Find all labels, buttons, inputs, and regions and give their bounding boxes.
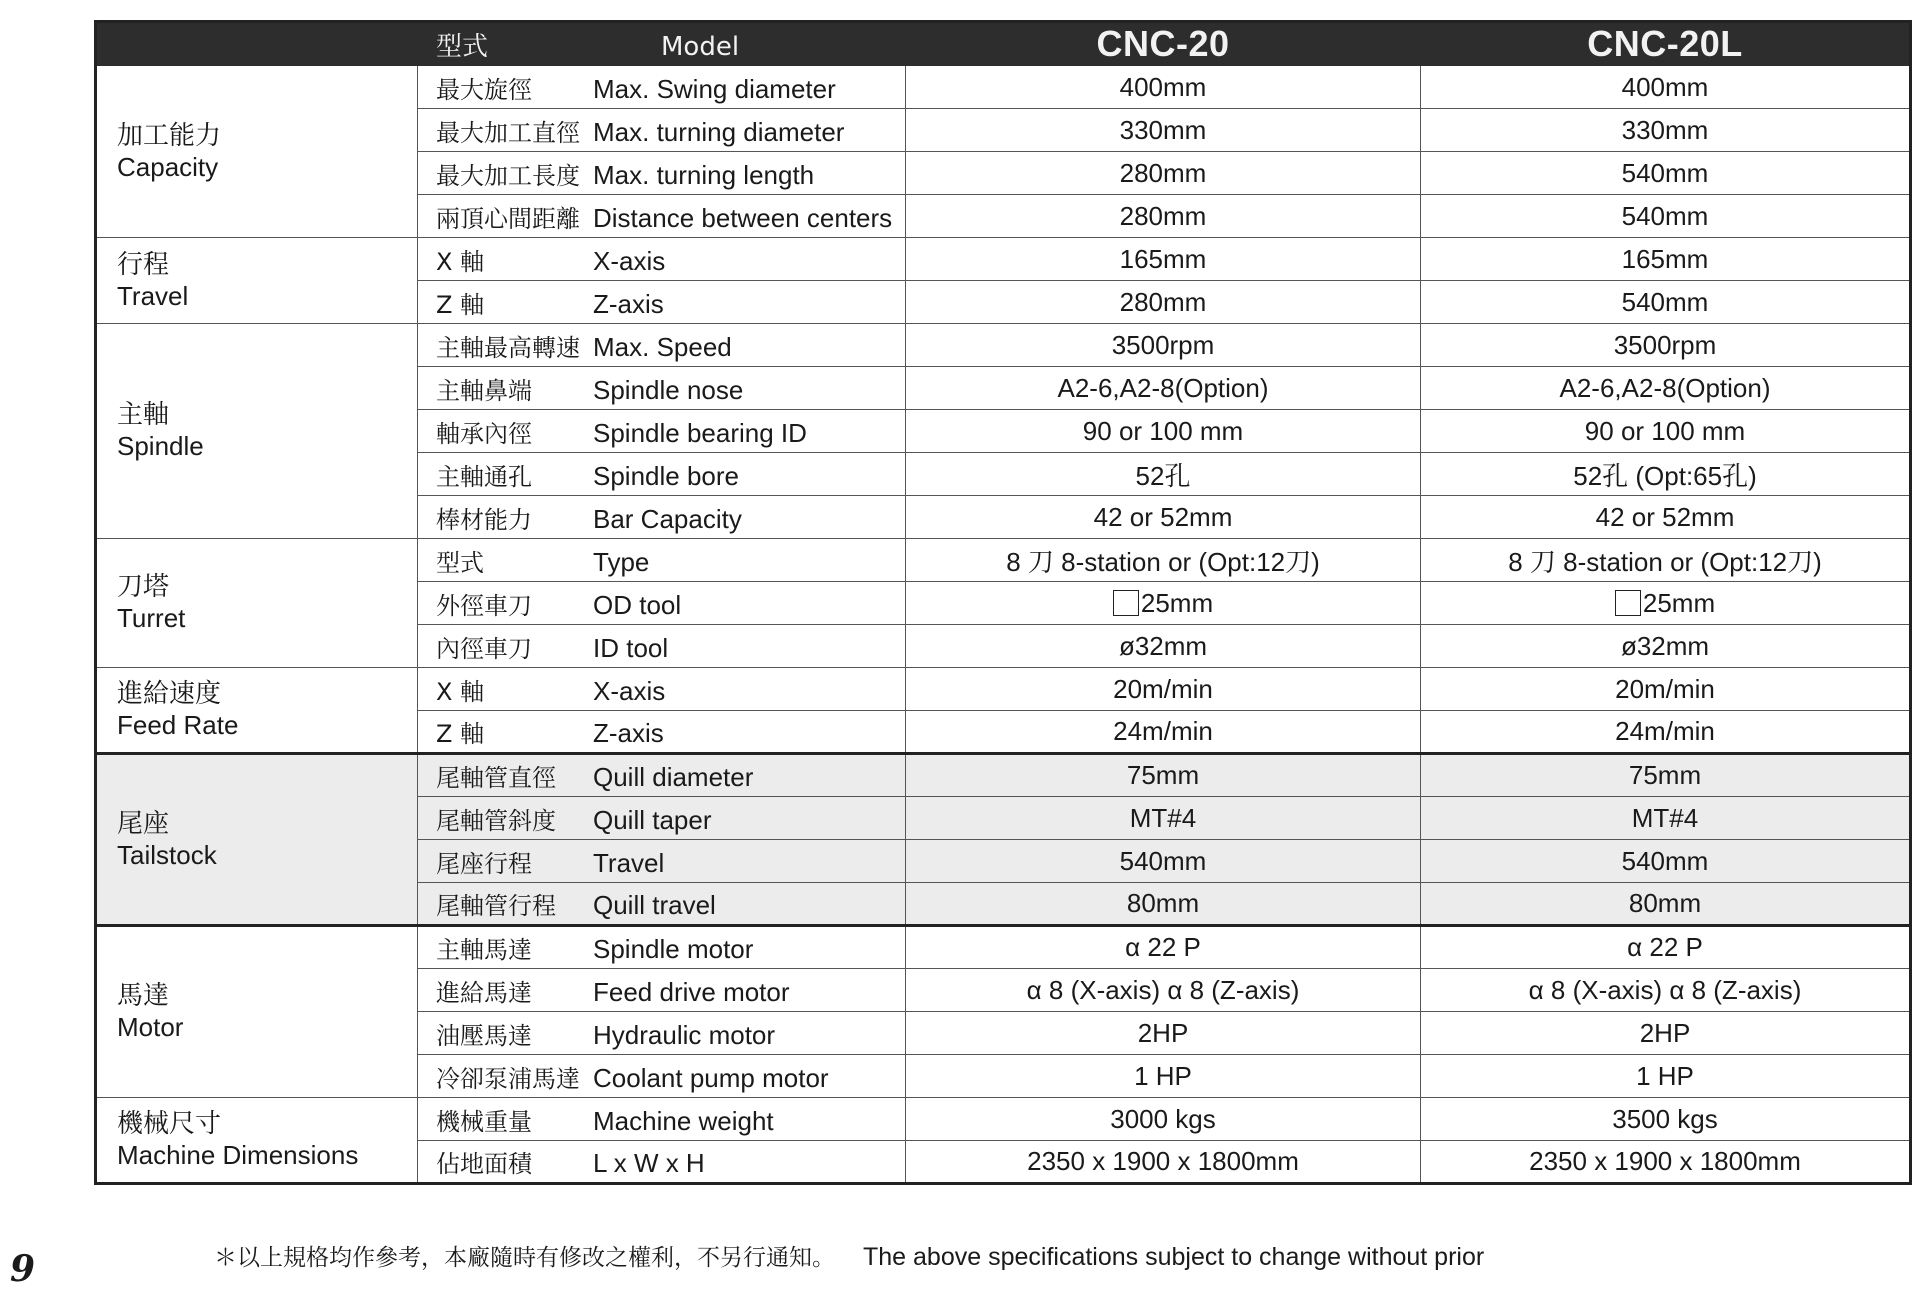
value-cnc20: [906, 1098, 1421, 1141]
value-cnc20l: [1421, 1055, 1911, 1098]
value-text: 3500rpm: [1111, 329, 1215, 360]
item-label-en: Z-axis: [593, 288, 664, 319]
item-label-zh: 最大旋徑: [436, 75, 532, 104]
value-text: 1 HP: [1636, 1060, 1694, 1091]
value-cnc20l: [1421, 797, 1911, 840]
spec-row: [96, 1098, 1911, 1141]
item-label-zh: 尾軸管直徑: [436, 764, 556, 792]
group-label-zh: 行程: [117, 249, 170, 280]
value-cnc20: [906, 453, 1421, 496]
value-text: 400mm: [1119, 71, 1207, 102]
item-label-en: Max. turning length: [593, 159, 815, 190]
item-label-en: ID tool: [593, 632, 669, 663]
value-text: 540mm: [1621, 200, 1709, 231]
item-label: [418, 883, 906, 926]
value-cnc20l: [1421, 1012, 1911, 1055]
item-label-zh: Z 軸: [436, 290, 485, 319]
header-model-cnc20l: CNC-20L: [1421, 22, 1911, 66]
value-text: 165mm: [1119, 243, 1207, 274]
group-label-en: Capacity: [117, 151, 219, 182]
item-label-en: Max. Swing diameter: [593, 73, 836, 104]
item-label: [418, 238, 906, 281]
group-label-en: Turret: [117, 603, 186, 633]
item-label-zh: 棒材能力: [436, 505, 532, 534]
header-model-zh: 型式: [436, 31, 489, 62]
value-cnc20: [906, 797, 1421, 840]
item-label: [418, 711, 906, 754]
item-label-en: Machine weight: [593, 1105, 774, 1136]
value-text: α 22 P: [1627, 932, 1703, 962]
value-text: 80mm: [1628, 888, 1702, 918]
spec-row: [96, 668, 1911, 711]
item-label-zh: 油壓馬達: [436, 1021, 532, 1050]
item-label: [418, 840, 906, 883]
group-label-zh: 尾座: [117, 808, 170, 839]
spec-row: [96, 238, 1911, 281]
header-model-cnc20: CNC-20: [906, 22, 1421, 66]
value-text: 540mm: [1621, 845, 1709, 876]
item-label-zh: 最大加工長度: [436, 161, 580, 190]
value-cnc20l: [1421, 496, 1911, 539]
value-cnc20l: [1421, 238, 1911, 281]
header-blank: [96, 22, 418, 66]
group-label: [96, 539, 418, 668]
value-cnc20: [906, 152, 1421, 195]
value-cnc20l: [1421, 625, 1911, 668]
group-label-en: Motor: [117, 1012, 184, 1042]
value-text: 25mm: [1642, 587, 1716, 618]
value-text: 540mm: [1119, 845, 1207, 876]
value-cnc20: [906, 625, 1421, 668]
group-label-zh: 馬達: [117, 981, 170, 1011]
value-cnc20l: [1421, 410, 1911, 453]
value-text: 20m/min: [1615, 673, 1715, 704]
item-label-zh: 軸承內徑: [436, 419, 532, 448]
item-label: [418, 109, 906, 152]
value-cnc20l: [1421, 539, 1911, 582]
item-label-zh: 機械重量: [436, 1107, 532, 1136]
value-text: 330mm: [1119, 114, 1207, 145]
item-label-en: Quill taper: [593, 804, 712, 835]
value-text: 540mm: [1621, 286, 1709, 317]
value-cnc20l: [1421, 1098, 1911, 1141]
item-label: [418, 1012, 906, 1055]
group-label-en: Spindle: [117, 431, 204, 461]
value-text: 1 HP: [1134, 1060, 1192, 1091]
square-icon: [1113, 590, 1139, 616]
item-label-en: Type: [593, 546, 650, 577]
value-cnc20l: [1421, 453, 1911, 496]
group-label-zh: 刀塔: [117, 572, 170, 602]
spec-row: [96, 66, 1911, 109]
value-cnc20: [906, 496, 1421, 539]
value-text: 24m/min: [1615, 716, 1715, 746]
item-label-en: X-axis: [593, 675, 666, 706]
group-label: [96, 926, 418, 1098]
item-label-en: Quill travel: [593, 890, 716, 920]
value-cnc20: [906, 1012, 1421, 1055]
group-label: [96, 1098, 418, 1184]
value-cnc20l: [1421, 152, 1911, 195]
item-label-zh: 尾軸管斜度: [436, 806, 556, 835]
item-label-en: Max. turning diameter: [593, 116, 845, 147]
item-label-en: Distance between centers: [593, 202, 893, 233]
item-label: [418, 195, 906, 238]
value-cnc20: [906, 582, 1421, 625]
value-text: 330mm: [1621, 114, 1709, 145]
item-label-en: Travel: [593, 847, 665, 878]
header-row: [96, 22, 1911, 66]
footnote-en: The above specifications subject to change without prior: [863, 1243, 1485, 1271]
item-label-zh: 進給馬達: [436, 978, 532, 1007]
value-text: α 8 (X-axis) α 8 (Z-axis): [1528, 974, 1802, 1005]
value-text: 42 or 52mm: [1093, 501, 1233, 532]
item-label-zh: 型式: [436, 548, 484, 577]
item-label: [418, 410, 906, 453]
value-text: 2HP: [1137, 1017, 1189, 1048]
value-text: 52孔: [1135, 460, 1191, 491]
value-cnc20: [906, 367, 1421, 410]
spec-row: [96, 754, 1911, 797]
item-label-zh: 內徑車刀: [436, 634, 532, 663]
value-text: 75mm: [1628, 760, 1702, 790]
value-cnc20: [906, 324, 1421, 367]
value-text: 75mm: [1126, 760, 1200, 790]
value-cnc20l: [1421, 281, 1911, 324]
item-label: [418, 625, 906, 668]
item-label-en: OD tool: [593, 589, 682, 620]
value-text: 25mm: [1140, 587, 1214, 618]
group-label-zh: 進給速度: [117, 679, 222, 709]
value-text: ø32mm: [1118, 630, 1208, 661]
value-text: 24m/min: [1113, 716, 1213, 746]
item-label-zh: 冷卻泵浦馬達: [436, 1064, 580, 1093]
value-text: 20m/min: [1113, 673, 1213, 704]
item-label: [418, 969, 906, 1012]
footnote: [214, 1239, 1484, 1272]
item-label: [418, 152, 906, 195]
item-label-en: Hydraulic motor: [593, 1019, 776, 1050]
value-text: 42 or 52mm: [1595, 501, 1735, 532]
value-cnc20: [906, 1141, 1421, 1184]
value-text: 280mm: [1119, 286, 1207, 317]
value-text: 280mm: [1119, 200, 1207, 231]
group-label: [96, 238, 418, 324]
spec-row: [96, 324, 1911, 367]
value-text: 2350 x 1900 x 1800mm: [1529, 1146, 1801, 1176]
value-text: 52孔 (Opt:65孔): [1573, 460, 1757, 491]
value-text: 400mm: [1621, 71, 1709, 102]
value-cnc20: [906, 883, 1421, 926]
value-cnc20l: [1421, 754, 1911, 797]
value-text: 3500rpm: [1613, 329, 1717, 360]
item-label-zh: 最大加工直徑: [436, 118, 580, 147]
item-label-zh: 主軸通孔: [436, 462, 532, 491]
header-model-label: [418, 22, 906, 66]
item-label-zh: 外徑車刀: [436, 591, 532, 620]
item-label-zh: 主軸最高轉速: [436, 333, 580, 362]
value-text: ø32mm: [1620, 630, 1710, 661]
item-label: [418, 367, 906, 410]
item-label-en: Spindle nose: [593, 374, 744, 405]
value-cnc20: [906, 281, 1421, 324]
item-label-zh: X 軸: [436, 247, 485, 276]
value-text: MT#4: [1129, 802, 1197, 833]
value-text: 8 刀 8-station or (Opt:12刀): [1508, 546, 1822, 577]
item-label: [418, 324, 906, 367]
spec-body: [96, 66, 1911, 1184]
value-cnc20: [906, 238, 1421, 281]
item-label: [418, 1141, 906, 1184]
value-cnc20l: [1421, 711, 1911, 754]
item-label-zh: 兩頂心間距離: [436, 204, 580, 233]
value-cnc20: [906, 109, 1421, 152]
spec-table: [94, 20, 1912, 1185]
value-cnc20l: [1421, 582, 1911, 625]
item-label: [418, 1055, 906, 1098]
value-cnc20: [906, 539, 1421, 582]
value-cnc20l: [1421, 840, 1911, 883]
value-cnc20: [906, 711, 1421, 754]
item-label-en: X-axis: [593, 245, 666, 276]
value-text: 3000 kgs: [1110, 1103, 1216, 1134]
value-cnc20: [906, 66, 1421, 109]
value-cnc20l: [1421, 324, 1911, 367]
spec-row: [96, 539, 1911, 582]
item-label-en: Z-axis: [593, 718, 664, 748]
value-text: 280mm: [1119, 157, 1207, 188]
value-cnc20: [906, 969, 1421, 1012]
value-text: 80mm: [1126, 888, 1200, 918]
group-label: [96, 668, 418, 754]
value-cnc20l: [1421, 969, 1911, 1012]
group-label-en: Travel: [117, 280, 189, 311]
value-cnc20: [906, 754, 1421, 797]
group-label-en: Machine Dimensions: [117, 1140, 359, 1170]
value-text: α 8 (X-axis) α 8 (Z-axis): [1026, 974, 1300, 1005]
item-label: [418, 582, 906, 625]
item-label-zh: Z 軸: [436, 720, 485, 748]
value-text: A2-6,A2-8(Option): [1057, 372, 1269, 403]
item-label-en: Max. Speed: [593, 331, 732, 362]
item-label: [418, 281, 906, 324]
group-label-zh: 加工能力: [117, 120, 222, 151]
item-label-zh: 主軸馬達: [436, 936, 532, 964]
item-label-zh: 佔地面積: [436, 1150, 532, 1178]
value-cnc20: [906, 1055, 1421, 1098]
value-text: 2350 x 1900 x 1800mm: [1027, 1146, 1299, 1176]
value-text: 90 or 100 mm: [1584, 415, 1746, 446]
group-label: [96, 754, 418, 926]
value-cnc20: [906, 840, 1421, 883]
value-cnc20l: [1421, 66, 1911, 109]
value-cnc20l: [1421, 195, 1911, 238]
item-label-en: Spindle bearing ID: [593, 417, 807, 448]
item-label-zh: 尾軸管行程: [436, 892, 556, 920]
value-text: A2-6,A2-8(Option): [1559, 372, 1771, 403]
value-cnc20: [906, 410, 1421, 453]
item-label-zh: 主軸鼻端: [436, 376, 532, 405]
item-label: [418, 66, 906, 109]
value-text: 90 or 100 mm: [1082, 415, 1244, 446]
item-label: [418, 1098, 906, 1141]
value-cnc20l: [1421, 926, 1911, 969]
value-text: 165mm: [1621, 243, 1709, 274]
value-cnc20l: [1421, 883, 1911, 926]
item-label-en: Quill diameter: [593, 762, 754, 792]
group-label-zh: 機械尺寸: [117, 1109, 222, 1139]
value-cnc20l: [1421, 367, 1911, 410]
spec-row: [96, 926, 1911, 969]
value-cnc20: [906, 195, 1421, 238]
item-label-en: Spindle motor: [593, 934, 754, 964]
item-label: [418, 496, 906, 539]
square-icon: [1615, 590, 1641, 616]
item-label-en: Coolant pump motor: [593, 1062, 829, 1093]
group-label: [96, 324, 418, 539]
value-cnc20l: [1421, 668, 1911, 711]
item-label-zh: X 軸: [436, 677, 485, 706]
value-cnc20l: [1421, 109, 1911, 152]
item-label: [418, 797, 906, 840]
item-label: [418, 539, 906, 582]
page-number: 9: [10, 1248, 36, 1290]
item-label: [418, 754, 906, 797]
value-cnc20: [906, 668, 1421, 711]
item-label: [418, 668, 906, 711]
item-label-zh: 尾座行程: [436, 849, 532, 878]
value-text: α 22 P: [1125, 932, 1201, 962]
footnote-zh: ＊以上規格均作參考，本廠隨時有修改之權利，不另行通知。: [214, 1245, 835, 1271]
group-label-zh: 主軸: [117, 400, 170, 430]
group-label-en: Feed Rate: [117, 710, 239, 740]
item-label-en: L x W x H: [593, 1148, 705, 1178]
group-label: [96, 66, 418, 238]
item-label: [418, 453, 906, 496]
item-label: [418, 926, 906, 969]
value-text: 3500 kgs: [1612, 1103, 1718, 1134]
header-model-en: Model: [661, 31, 740, 62]
value-text: 8 刀 8-station or (Opt:12刀): [1006, 546, 1320, 577]
item-label-en: Feed drive motor: [593, 976, 790, 1007]
value-cnc20: [906, 926, 1421, 969]
group-label-en: Tailstock: [117, 839, 217, 870]
item-label-en: Bar Capacity: [593, 503, 742, 534]
value-cnc20l: [1421, 1141, 1911, 1184]
value-text: MT#4: [1631, 802, 1699, 833]
item-label-en: Spindle bore: [593, 460, 739, 491]
value-text: 2HP: [1639, 1017, 1691, 1048]
value-text: 540mm: [1621, 157, 1709, 188]
